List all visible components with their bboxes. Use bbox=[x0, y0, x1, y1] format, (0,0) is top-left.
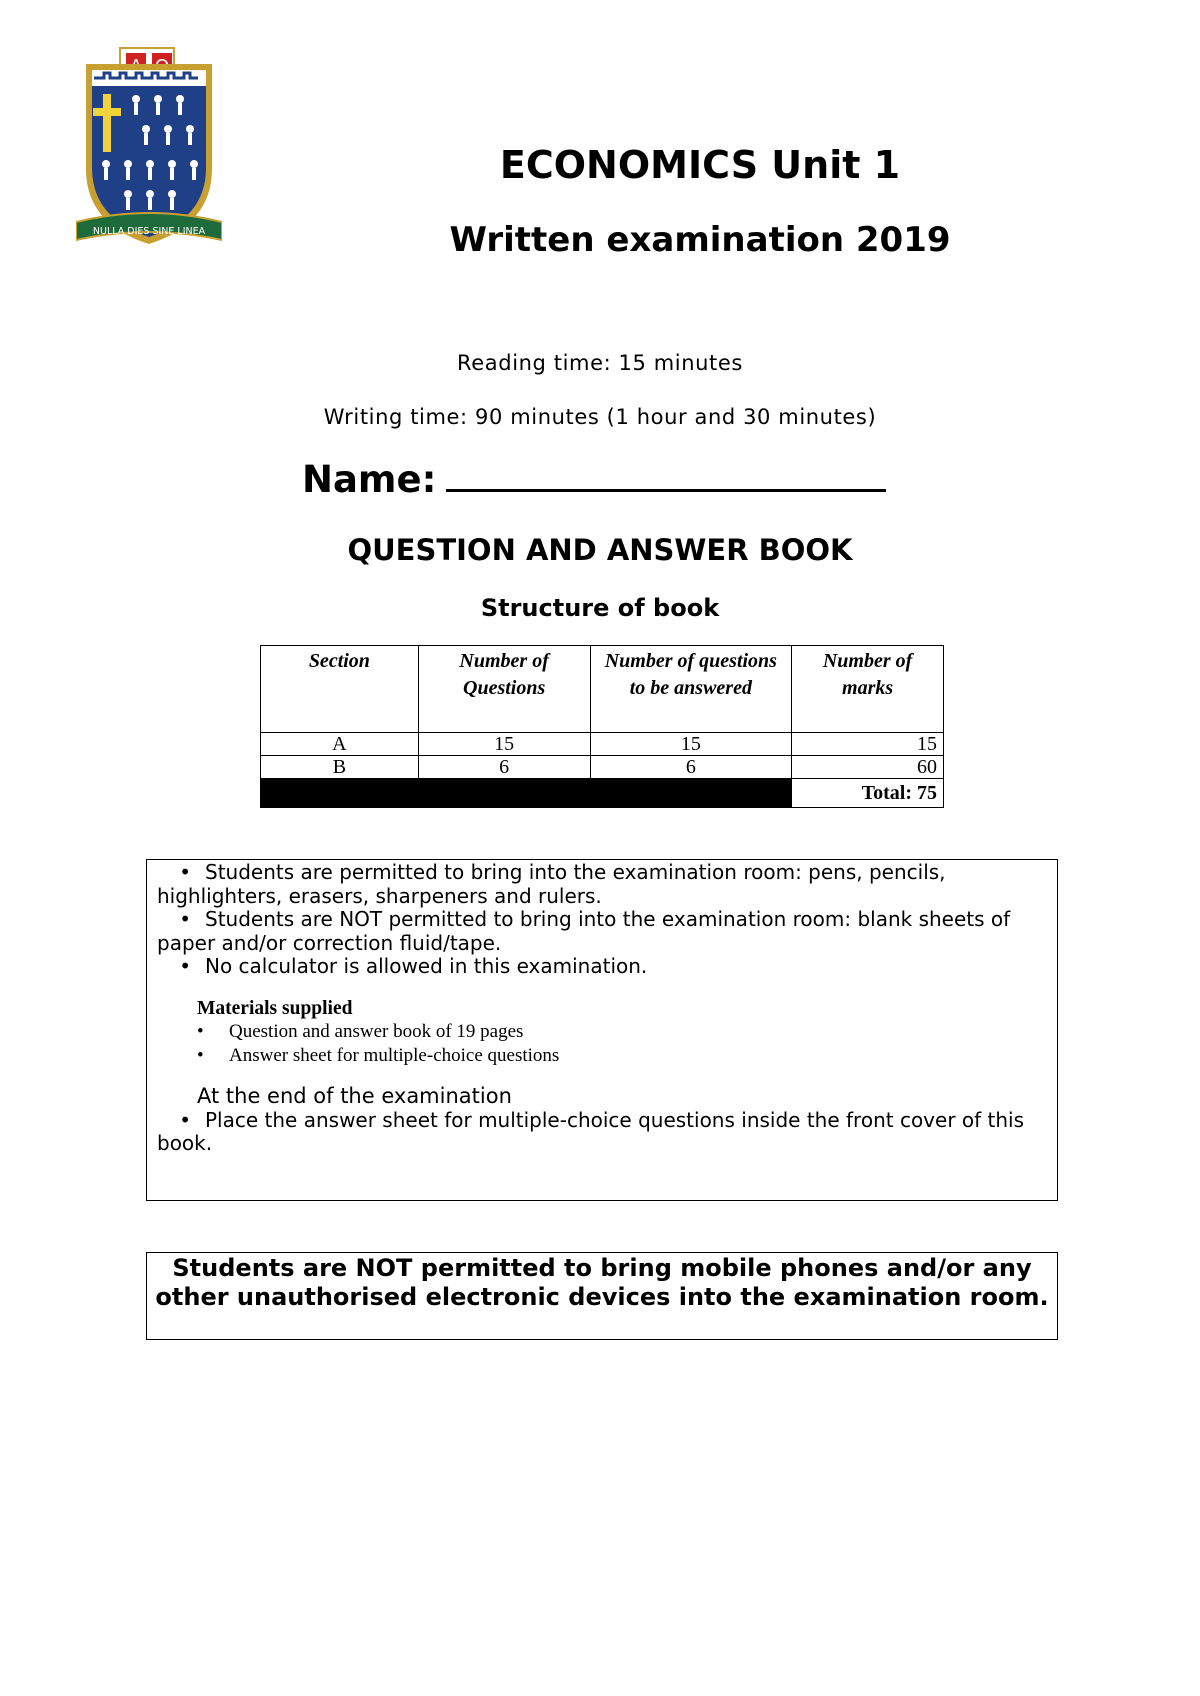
cell-section: B bbox=[261, 756, 419, 779]
list-item bbox=[157, 861, 1047, 908]
list-item bbox=[157, 908, 1047, 955]
table-row bbox=[261, 733, 944, 756]
cell-questions: 6 bbox=[418, 756, 590, 779]
material-text: Answer sheet for multiple-choice questions bbox=[229, 1044, 560, 1066]
bullet-icon: • bbox=[179, 1107, 191, 1132]
table-header-row bbox=[261, 646, 944, 733]
cell-answered: 6 bbox=[590, 756, 792, 779]
end-of-exam-heading: At the end of the examination bbox=[197, 1084, 512, 1108]
cell-section: A bbox=[261, 733, 419, 756]
list-item bbox=[157, 955, 1047, 979]
bullet-icon: • bbox=[179, 860, 191, 884]
end-instruction-text: Place the answer sheet for multiple-choice questions inside the front cover of this book. bbox=[157, 1107, 1025, 1155]
col-header-marks: Number of marks bbox=[792, 646, 944, 733]
table-total-row bbox=[261, 779, 944, 808]
warning-box bbox=[146, 1252, 1058, 1340]
material-text: Question and answer book of 19 pages bbox=[229, 1021, 524, 1042]
shaded-cell bbox=[261, 779, 792, 808]
crest-motto: NULLA DIES SINE LINEA bbox=[92, 226, 206, 237]
exam-title: ECONOMICS Unit 1 bbox=[499, 143, 901, 187]
cell-marks: 15 bbox=[792, 733, 944, 756]
name-blank-line bbox=[446, 459, 886, 492]
instructions-box bbox=[146, 859, 1058, 1201]
cell-questions: 15 bbox=[418, 733, 590, 756]
name-field bbox=[302, 458, 886, 501]
list-item bbox=[157, 1109, 1047, 1156]
writing-time: Writing time: 90 minutes (1 hour and 30 minutes) bbox=[323, 405, 877, 429]
cell-marks: 60 bbox=[792, 756, 944, 779]
name-label: Name: bbox=[302, 458, 437, 501]
total-marks: Total: 75 bbox=[792, 779, 944, 808]
exam-subtitle: Written examination 2019 bbox=[449, 220, 951, 260]
structure-table bbox=[260, 645, 944, 808]
bullet-icon: • bbox=[179, 907, 191, 931]
warning-text: Students are NOT permitted to bring mobile phones and/or any other unauthorised electronic devices into the examination room. bbox=[155, 1254, 1049, 1311]
instruction-text: Students are permitted to bring into the examination room: pens, pencils, highlighters, erasers, sharpeners and rulers. bbox=[157, 860, 946, 908]
col-header-questions: Number of Questions bbox=[418, 646, 590, 733]
structure-heading: Structure of book bbox=[480, 594, 720, 622]
list-item bbox=[157, 1044, 1047, 1068]
materials-heading: Materials supplied bbox=[197, 997, 353, 1019]
reading-time: Reading time: 15 minutes bbox=[457, 351, 743, 375]
list-item bbox=[157, 1020, 1047, 1044]
cell-answered: 15 bbox=[590, 733, 792, 756]
table-row bbox=[261, 756, 944, 779]
instruction-text: No calculator is allowed in this examination. bbox=[205, 954, 648, 978]
col-header-section: Section bbox=[261, 646, 419, 733]
bullet-icon: • bbox=[197, 1044, 204, 1066]
book-title: QUESTION AND ANSWER BOOK bbox=[347, 533, 853, 567]
bullet-icon: • bbox=[179, 954, 191, 978]
col-header-answered: Number of questions to be answered bbox=[590, 646, 792, 733]
instruction-text: Students are NOT permitted to bring into the examination room: blank sheets of paper and/or correction fluid/tape. bbox=[157, 907, 1011, 955]
bullet-icon: • bbox=[197, 1021, 204, 1042]
